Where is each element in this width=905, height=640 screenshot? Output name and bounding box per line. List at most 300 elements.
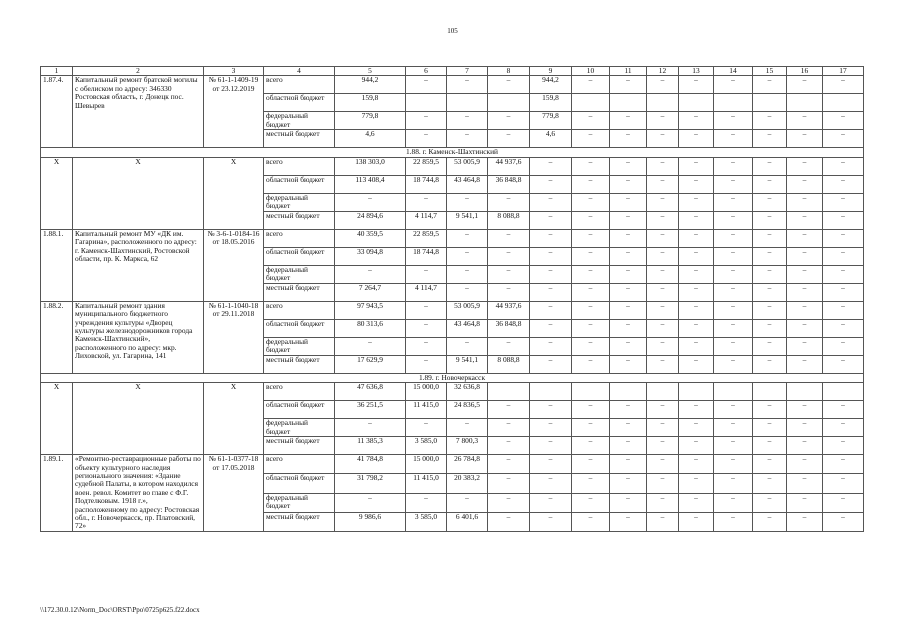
value-cell: –: [572, 474, 610, 493]
value-cell: –: [647, 455, 679, 474]
value-cell: –: [787, 283, 823, 301]
value-cell: –: [610, 455, 647, 474]
value-cell: –: [753, 247, 787, 265]
value-cell: –: [823, 265, 864, 283]
value-cell: –: [572, 130, 610, 148]
column-number-10: 10: [572, 67, 610, 76]
value-cell: –: [714, 211, 753, 229]
value-cell: –: [406, 319, 447, 337]
value-cell: –: [647, 301, 679, 319]
value-cell: –: [823, 130, 864, 148]
value-cell: –: [572, 337, 610, 355]
value-cell: –: [679, 437, 714, 455]
value-cell: –: [530, 337, 572, 355]
value-cell: –: [787, 401, 823, 419]
footer-file-path: \\172.30.0.12\Norm_Doc\ORST\Ppo\0725p625.f22.docx: [40, 606, 200, 614]
value-cell: –: [753, 157, 787, 175]
value-cell: –: [679, 474, 714, 493]
item-number: 1.88.1.: [41, 229, 73, 301]
value-cell: –: [679, 419, 714, 437]
value-cell: –: [530, 419, 572, 437]
budget-level: местный бюджет: [264, 211, 335, 229]
value-cell: –: [488, 401, 530, 419]
value-cell: [753, 94, 787, 112]
value-cell: –: [787, 229, 823, 247]
value-cell: 31 798,2: [335, 474, 406, 493]
value-cell: –: [647, 401, 679, 419]
value-cell: –: [823, 157, 864, 175]
value-cell: 40 359,5: [335, 229, 406, 247]
budget-level: областной бюджет: [264, 319, 335, 337]
value-cell: –: [787, 130, 823, 148]
column-number-17: 17: [823, 67, 864, 76]
value-cell: –: [679, 229, 714, 247]
value-cell: –: [823, 455, 864, 474]
value-cell: –: [714, 474, 753, 493]
value-cell: –: [823, 76, 864, 94]
value-cell: –: [714, 157, 753, 175]
value-cell: –: [787, 437, 823, 455]
value-cell: –: [335, 493, 406, 512]
value-cell: 18 744,8: [406, 247, 447, 265]
value-cell: –: [447, 337, 488, 355]
value-cell: –: [406, 301, 447, 319]
value-cell: –: [714, 247, 753, 265]
budget-level: областной бюджет: [264, 247, 335, 265]
value-cell: –: [714, 301, 753, 319]
value-cell: [610, 383, 647, 401]
value-cell: –: [572, 419, 610, 437]
budget-level: федеральный бюджет: [264, 265, 335, 283]
budget-level: всего: [264, 157, 335, 175]
value-cell: –: [787, 211, 823, 229]
value-cell: –: [488, 474, 530, 493]
value-cell: 20 383,2: [447, 474, 488, 493]
value-cell: –: [572, 319, 610, 337]
value-cell: 3 585,0: [406, 437, 447, 455]
column-number-4: 4: [264, 67, 335, 76]
value-cell: –: [823, 337, 864, 355]
section-title: 1.89. г. Новочеркасск: [41, 373, 864, 382]
value-cell: –: [679, 175, 714, 193]
value-cell: –: [787, 319, 823, 337]
value-cell: –: [572, 401, 610, 419]
item-document: Х: [204, 157, 264, 229]
value-cell: –: [572, 455, 610, 474]
value-cell: –: [572, 157, 610, 175]
value-cell: [787, 383, 823, 401]
column-number-12: 12: [647, 67, 679, 76]
value-cell: 4,6: [530, 130, 572, 148]
column-number-3: 3: [204, 67, 264, 76]
value-cell: –: [753, 437, 787, 455]
value-cell: –: [823, 355, 864, 373]
value-cell: –: [530, 265, 572, 283]
column-number-15: 15: [753, 67, 787, 76]
value-cell: –: [488, 337, 530, 355]
value-cell: –: [335, 265, 406, 283]
value-cell: –: [787, 112, 823, 130]
value-cell: –: [610, 265, 647, 283]
budget-level: местный бюджет: [264, 355, 335, 373]
value-cell: –: [610, 193, 647, 211]
value-cell: 17 629,9: [335, 355, 406, 373]
value-cell: –: [647, 265, 679, 283]
value-cell: –: [647, 112, 679, 130]
value-cell: 24 894,6: [335, 211, 406, 229]
value-cell: –: [610, 419, 647, 437]
value-cell: –: [787, 265, 823, 283]
column-number-8: 8: [488, 67, 530, 76]
value-cell: –: [406, 193, 447, 211]
value-cell: –: [647, 437, 679, 455]
value-cell: 36 848,8: [488, 319, 530, 337]
budget-level: федеральный бюджет: [264, 112, 335, 130]
item-name: Капитальный ремонт здания муниципального бюджетного учреждения культуры «Дворец культуры железнодорожников города Каменск-Шахтинский», расположенного по адресу: мкр. Лиховской, ул. Гагарина, 141: [73, 301, 204, 373]
value-cell: [679, 94, 714, 112]
value-cell: –: [753, 474, 787, 493]
budget-level: местный бюджет: [264, 283, 335, 301]
value-cell: –: [647, 193, 679, 211]
value-cell: –: [530, 283, 572, 301]
value-cell: –: [610, 247, 647, 265]
value-cell: –: [572, 247, 610, 265]
item-name: «Ремонтно-реставрационные работы по объекту культурного наследия регионального значения: «Здание судебной Палаты, в котором находился воен. револ. Комитет во главе с Ф.Г. Подтелковым. 1918 г.», расположенному по адресу: Ростовская обл., г. Новочеркасск, пр. Платовский, 72»: [73, 455, 204, 532]
value-cell: –: [823, 437, 864, 455]
value-cell: [610, 94, 647, 112]
value-cell: –: [714, 419, 753, 437]
value-cell: 53 005,9: [447, 157, 488, 175]
value-cell: –: [679, 355, 714, 373]
value-cell: –: [447, 419, 488, 437]
value-cell: –: [787, 157, 823, 175]
value-cell: –: [753, 493, 787, 512]
value-cell: [787, 94, 823, 112]
value-cell: 944,2: [335, 76, 406, 94]
value-cell: 15 000,0: [406, 383, 447, 401]
value-cell: –: [406, 337, 447, 355]
value-cell: –: [679, 130, 714, 148]
value-cell: –: [610, 474, 647, 493]
value-cell: –: [679, 337, 714, 355]
value-cell: [823, 94, 864, 112]
value-cell: –: [610, 337, 647, 355]
value-cell: 44 937,6: [488, 301, 530, 319]
value-cell: –: [679, 283, 714, 301]
value-cell: –: [753, 337, 787, 355]
value-cell: –: [787, 76, 823, 94]
value-cell: –: [610, 229, 647, 247]
value-cell: [823, 383, 864, 401]
value-cell: –: [406, 355, 447, 373]
value-cell: 8 088,8: [488, 211, 530, 229]
value-cell: –: [610, 157, 647, 175]
value-cell: –: [572, 283, 610, 301]
value-cell: –: [406, 76, 447, 94]
column-number-7: 7: [447, 67, 488, 76]
value-cell: –: [610, 130, 647, 148]
value-cell: –: [753, 175, 787, 193]
value-cell: –: [679, 112, 714, 130]
value-cell: –: [488, 493, 530, 512]
value-cell: –: [530, 229, 572, 247]
value-cell: –: [753, 283, 787, 301]
value-cell: –: [447, 493, 488, 512]
value-cell: –: [753, 130, 787, 148]
value-cell: –: [823, 474, 864, 493]
value-cell: 41 784,8: [335, 455, 406, 474]
item-number: 1.89.1.: [41, 455, 73, 532]
table-row: [41, 229, 864, 247]
budget-level: всего: [264, 301, 335, 319]
value-cell: –: [530, 437, 572, 455]
value-cell: –: [714, 193, 753, 211]
value-cell: –: [714, 401, 753, 419]
value-cell: –: [572, 76, 610, 94]
item-number: Х: [41, 383, 73, 455]
value-cell: –: [530, 355, 572, 373]
value-cell: 159,8: [530, 94, 572, 112]
value-cell: 43 464,8: [447, 319, 488, 337]
value-cell: –: [572, 301, 610, 319]
value-cell: [714, 383, 753, 401]
section-row: [41, 148, 864, 157]
table-row: [41, 157, 864, 175]
value-cell: –: [447, 247, 488, 265]
value-cell: –: [610, 283, 647, 301]
column-number-9: 9: [530, 67, 572, 76]
budget-level: федеральный бюджет: [264, 193, 335, 211]
value-cell: –: [610, 355, 647, 373]
value-cell: –: [572, 355, 610, 373]
value-cell: 7 264,7: [335, 283, 406, 301]
value-cell: 36 848,8: [488, 175, 530, 193]
value-cell: –: [823, 175, 864, 193]
value-cell: –: [714, 265, 753, 283]
table-row: [41, 76, 864, 94]
value-cell: 779,8: [530, 112, 572, 130]
value-cell: –: [714, 130, 753, 148]
value-cell: 22 859,5: [406, 229, 447, 247]
value-cell: 7 800,3: [447, 437, 488, 455]
value-cell: [530, 383, 572, 401]
item-number: 1.87.4.: [41, 76, 73, 148]
value-cell: –: [530, 401, 572, 419]
value-cell: –: [406, 130, 447, 148]
value-cell: [406, 94, 447, 112]
budget-level: местный бюджет: [264, 512, 335, 531]
value-cell: 22 859,5: [406, 157, 447, 175]
value-cell: –: [823, 112, 864, 130]
column-number-1: 1: [41, 67, 73, 76]
item-number: 1.88.2.: [41, 301, 73, 373]
value-cell: 32 636,8: [447, 383, 488, 401]
value-cell: –: [753, 112, 787, 130]
value-cell: –: [530, 493, 572, 512]
budget-level: областной бюджет: [264, 175, 335, 193]
value-cell: –: [679, 512, 714, 531]
value-cell: –: [787, 512, 823, 531]
value-cell: –: [753, 301, 787, 319]
value-cell: –: [823, 211, 864, 229]
value-cell: –: [787, 419, 823, 437]
value-cell: –: [647, 247, 679, 265]
value-cell: –: [787, 247, 823, 265]
value-cell: –: [647, 355, 679, 373]
value-cell: 8 088,8: [488, 355, 530, 373]
value-cell: –: [823, 512, 864, 531]
value-cell: –: [787, 337, 823, 355]
value-cell: –: [335, 337, 406, 355]
value-cell: –: [753, 265, 787, 283]
value-cell: –: [530, 319, 572, 337]
column-number-11: 11: [610, 67, 647, 76]
value-cell: –: [679, 319, 714, 337]
value-cell: –: [447, 229, 488, 247]
value-cell: –: [406, 493, 447, 512]
table-row: [41, 383, 864, 401]
value-cell: –: [572, 229, 610, 247]
value-cell: –: [572, 493, 610, 512]
item-document: Х: [204, 383, 264, 455]
value-cell: –: [488, 193, 530, 211]
item-document: № 61-1-0377-18 от 17.05.2018: [204, 455, 264, 532]
value-cell: –: [647, 319, 679, 337]
value-cell: 33 094,8: [335, 247, 406, 265]
value-cell: –: [679, 157, 714, 175]
column-number-5: 5: [335, 67, 406, 76]
value-cell: –: [787, 455, 823, 474]
value-cell: 779,8: [335, 112, 406, 130]
value-cell: [488, 383, 530, 401]
budget-level: всего: [264, 455, 335, 474]
value-cell: –: [530, 193, 572, 211]
value-cell: –: [572, 265, 610, 283]
value-cell: –: [572, 211, 610, 229]
value-cell: –: [488, 265, 530, 283]
value-cell: 97 943,5: [335, 301, 406, 319]
item-name: Х: [73, 157, 204, 229]
value-cell: –: [714, 437, 753, 455]
value-cell: 18 744,8: [406, 175, 447, 193]
value-cell: –: [335, 419, 406, 437]
value-cell: –: [679, 211, 714, 229]
value-cell: –: [679, 247, 714, 265]
value-cell: –: [679, 493, 714, 512]
value-cell: –: [647, 474, 679, 493]
value-cell: –: [647, 211, 679, 229]
value-cell: –: [488, 437, 530, 455]
value-cell: –: [753, 211, 787, 229]
value-cell: –: [647, 175, 679, 193]
value-cell: –: [823, 247, 864, 265]
page-number: 105: [447, 27, 458, 35]
value-cell: –: [610, 211, 647, 229]
value-cell: –: [530, 512, 572, 531]
value-cell: 36 251,5: [335, 401, 406, 419]
value-cell: –: [679, 301, 714, 319]
header-row: [41, 67, 864, 76]
value-cell: –: [823, 319, 864, 337]
value-cell: –: [753, 355, 787, 373]
table-row: [41, 301, 864, 319]
value-cell: –: [714, 337, 753, 355]
value-cell: 80 313,6: [335, 319, 406, 337]
value-cell: –: [488, 112, 530, 130]
value-cell: 113 408,4: [335, 175, 406, 193]
value-cell: –: [610, 512, 647, 531]
value-cell: –: [823, 283, 864, 301]
value-cell: –: [679, 455, 714, 474]
value-cell: –: [714, 319, 753, 337]
value-cell: [753, 383, 787, 401]
budget-level: областной бюджет: [264, 94, 335, 112]
value-cell: [714, 94, 753, 112]
column-number-14: 14: [714, 67, 753, 76]
value-cell: –: [647, 419, 679, 437]
item-document: № 61-1-1409-19 от 23.12.2019: [204, 76, 264, 148]
value-cell: –: [647, 512, 679, 531]
value-cell: –: [753, 319, 787, 337]
value-cell: 4 114,7: [406, 211, 447, 229]
budget-level: федеральный бюджет: [264, 493, 335, 512]
value-cell: –: [679, 193, 714, 211]
value-cell: –: [679, 401, 714, 419]
budget-level: областной бюджет: [264, 401, 335, 419]
value-cell: –: [787, 175, 823, 193]
budget-level: всего: [264, 76, 335, 94]
value-cell: [647, 94, 679, 112]
value-cell: –: [610, 301, 647, 319]
value-cell: –: [787, 301, 823, 319]
value-cell: –: [714, 112, 753, 130]
item-document: № 61-1-1040-18 от 29.11.2018: [204, 301, 264, 373]
value-cell: 53 005,9: [447, 301, 488, 319]
section-title: 1.88. г. Каменск-Шахтинский: [41, 148, 864, 157]
value-cell: –: [530, 301, 572, 319]
budget-level: всего: [264, 229, 335, 247]
value-cell: –: [610, 112, 647, 130]
column-number-13: 13: [679, 67, 714, 76]
value-cell: –: [714, 493, 753, 512]
value-cell: [679, 383, 714, 401]
value-cell: 138 303,0: [335, 157, 406, 175]
value-cell: –: [447, 283, 488, 301]
budget-level: всего: [264, 383, 335, 401]
value-cell: 9 541,1: [447, 211, 488, 229]
value-cell: 944,2: [530, 76, 572, 94]
item-name: Х: [73, 383, 204, 455]
value-cell: [572, 94, 610, 112]
value-cell: –: [647, 76, 679, 94]
value-cell: –: [714, 283, 753, 301]
column-number-6: 6: [406, 67, 447, 76]
value-cell: –: [488, 229, 530, 247]
value-cell: –: [647, 337, 679, 355]
value-cell: –: [488, 419, 530, 437]
value-cell: 15 000,0: [406, 455, 447, 474]
value-cell: –: [753, 193, 787, 211]
value-cell: 9 986,6: [335, 512, 406, 531]
value-cell: –: [787, 355, 823, 373]
value-cell: –: [753, 229, 787, 247]
budget-level: областной бюджет: [264, 474, 335, 493]
column-number-16: 16: [787, 67, 823, 76]
value-cell: –: [572, 437, 610, 455]
value-cell: [647, 383, 679, 401]
value-cell: 26 784,8: [447, 455, 488, 474]
value-cell: –: [488, 455, 530, 474]
